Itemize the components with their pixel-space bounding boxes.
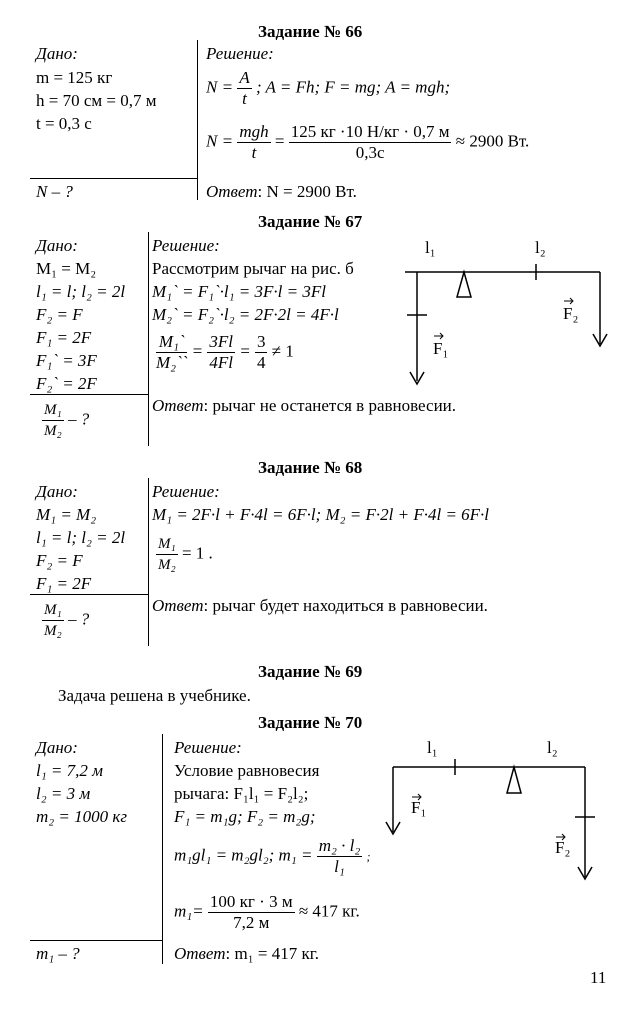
- p70-fig-F2: F₂: [555, 838, 571, 857]
- p66-title: Задание № 66: [258, 22, 363, 41]
- p67-given-4: F₁ = 2F: [36, 328, 92, 347]
- p70-formula-2: m₁= 100 кг · 3 м 7,2 м ≈ 417 кг.: [174, 892, 360, 932]
- p68-answer: Ответ: рычаг будет находиться в равновесии.: [152, 596, 488, 615]
- p66-answer: Ответ: N = 2900 Вт.: [206, 182, 357, 201]
- p68-given-4: F₁ = 2F: [36, 574, 92, 593]
- p67-given-label: Дано:: [36, 236, 78, 255]
- p66-formula-1: N = $\frac{A}{t}$ ; A = Fh; F = mg; A = mgh;: [206, 68, 451, 108]
- p70-line-3: F₁ = m₁g; F₂ = m₂g;: [174, 807, 316, 826]
- p70-given-3: m₂ = 1000 кг: [36, 807, 127, 826]
- p67-fig-F2: F₂: [563, 304, 579, 323]
- p67-solution-label: Решение:: [152, 236, 220, 255]
- p67-fig-F1: F₁: [433, 339, 449, 358]
- p70-given-1: l₁ = 7,2 м: [36, 761, 103, 780]
- p67-vertical-rule: [148, 232, 149, 446]
- p70-formula-1: m₁gl₁ = m₂gl₂; m₁ = $\frac{\text{m₂ · l₂}}{\text{l₁}}$ ;: [174, 836, 371, 876]
- p66-formula-2: N = mgh t = 125 кг ·10 Н/кг · 0,7 м 0,3с ≈ 2900 Вт.: [206, 122, 530, 162]
- p67-lever-diagram: [395, 236, 615, 396]
- p68-title: Задание № 68: [258, 458, 363, 477]
- p67-given-6: F₂` = 2F: [36, 374, 97, 393]
- p68-find: $\frac{\text{M₁}}{\text{M₂}}$ – ?: [44, 602, 90, 639]
- p70-lever-diagram: [385, 737, 605, 887]
- p70-fig-F1: F₁: [411, 798, 427, 817]
- p70-fulcrum: [507, 767, 521, 793]
- p68-given-2: l₁ = l; l₂ = 2l: [36, 528, 126, 547]
- p68-vertical-rule: [148, 478, 149, 646]
- p67-line-1: Рассмотрим рычаг на рис. б: [152, 259, 354, 278]
- p70-given-label: Дано:: [36, 738, 78, 757]
- page-number: 11: [590, 968, 607, 987]
- p68-ratio: $\frac{\text{M₁}}{\text{M₂}}$ = 1 .: [158, 536, 213, 573]
- p68-given-1: M₁ = M₂: [36, 505, 97, 524]
- p67-given-3: F₂ = F: [36, 305, 83, 324]
- p68-find-rule: [30, 594, 148, 595]
- p67-given-2: l₁ = l; l₂ = 2l: [36, 282, 126, 301]
- p69-title: Задание № 69: [258, 662, 363, 681]
- p67-given-1: M₁ = M₂: [36, 259, 97, 278]
- p66-given-2: h = 70 см = 0,7 м: [36, 91, 157, 110]
- p66-find: N – ?: [36, 182, 73, 201]
- p67-fig-l2: l₂: [535, 238, 546, 257]
- p67-fulcrum: [457, 272, 471, 297]
- p67-line-3: M₂` = F₂`·l₂ = 2F·2l = 4F·l: [152, 305, 339, 324]
- p67-fig-l1: l₁: [425, 238, 436, 257]
- p67-find-rule: [30, 394, 148, 395]
- p70-answer: Ответ: m₁ = 417 кг.: [174, 944, 320, 963]
- p67-ratio: $\frac{\text{M₁`}}{\text{M₂``}}$ = $\frac{3Fl}{4Fl}$ = $\frac{3}{4}$ ≠ 1: [156, 332, 294, 372]
- p66-given-label: Дано:: [36, 44, 78, 63]
- p67-find: $\frac{\text{M₁}}{\text{M₂}}$ – ?: [44, 402, 90, 439]
- p70-title: Задание № 70: [258, 713, 363, 732]
- p70-line-2: рычага: F₁l₁ = F₂l₂;: [174, 784, 309, 803]
- p67-title: Задание № 67: [258, 212, 363, 231]
- p66-find-rule: [30, 178, 197, 179]
- p66-given-1: m = 125 кг: [36, 68, 113, 87]
- p70-solution-label: Решение:: [174, 738, 242, 757]
- p70-fig-l2: l₂: [547, 738, 558, 757]
- p67-given-5: F₁` = 3F: [36, 351, 97, 370]
- p70-find: m₁ – ?: [36, 944, 80, 963]
- p70-find-rule: [30, 940, 162, 941]
- p66-vertical-rule: [197, 40, 198, 200]
- p70-given-2: l₂ = 3 м: [36, 784, 91, 803]
- p67-answer: Ответ: рычаг не останется в равновесии.: [152, 396, 457, 415]
- p66-given-3: t = 0,3 с: [36, 114, 92, 133]
- p69-text: Задача решена в учебнике.: [58, 686, 251, 705]
- p68-given-label: Дано:: [36, 482, 78, 501]
- p68-line-1: M₁ = 2F·l + F·4l = 6F·l; M₂ = F·2l + F·4l = 6F·l: [152, 505, 490, 524]
- p68-solution-label: Решение:: [152, 482, 220, 501]
- p70-vertical-rule: [162, 734, 163, 964]
- p67-line-2: M₁` = F₁`·l₁ = 3F·l = 3Fl: [152, 282, 326, 301]
- p68-given-3: F₂ = F: [36, 551, 83, 570]
- p70-line-1: Условие равновесия: [174, 761, 320, 780]
- p66-solution-label: Решение:: [206, 44, 274, 63]
- p70-fig-l1: l₁: [427, 738, 438, 757]
